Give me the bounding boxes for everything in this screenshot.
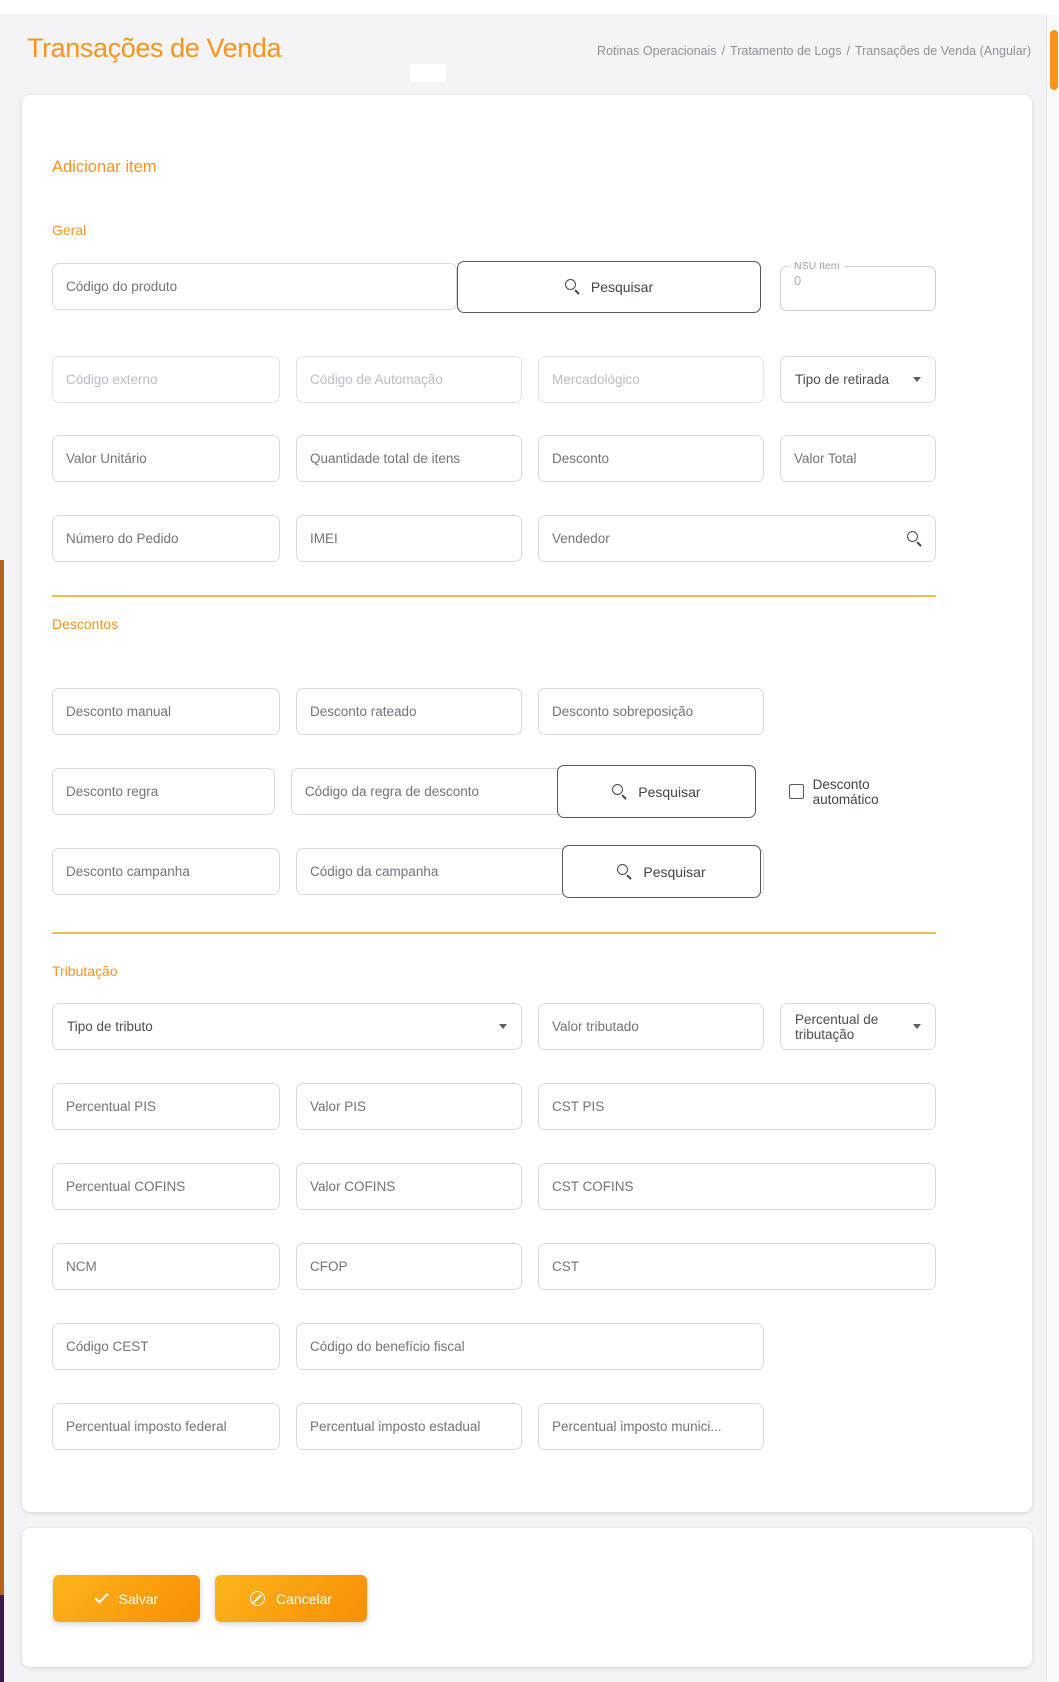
pesquisar-product-button[interactable] (457, 261, 761, 313)
campaign-code-group (296, 848, 764, 895)
cofins-percentage-input[interactable] (52, 1163, 280, 1210)
override-discount-input[interactable] (538, 688, 764, 735)
pis-cst-input[interactable] (538, 1083, 936, 1130)
row-order (52, 515, 936, 562)
cofins-value-input[interactable] (296, 1163, 522, 1210)
pesquisar-campaign-button[interactable] (562, 845, 761, 898)
nsu-item-input (794, 273, 914, 288)
cofins-cst-input[interactable] (538, 1163, 936, 1210)
search-icon (565, 279, 581, 295)
campaign-discount-input[interactable] (52, 848, 280, 895)
row-tax-percentages (52, 1403, 936, 1450)
check-icon (94, 1589, 108, 1603)
tax-percentage-label: Percentual de tributação (795, 1011, 879, 1042)
breadcrumb-item-rotinas[interactable]: Rotinas Operacionais (597, 44, 717, 58)
municipal-tax-percentage-input[interactable] (538, 1403, 764, 1450)
white-chip (410, 64, 446, 82)
vendor-field (538, 515, 936, 562)
tax-percentage-select[interactable] (780, 1003, 936, 1050)
section-divider (52, 595, 936, 597)
main-card (22, 95, 1032, 1512)
pis-value-input[interactable] (296, 1083, 522, 1130)
section-descontos-label: Descontos (52, 616, 119, 632)
fiscal-benefit-code-input[interactable] (296, 1323, 764, 1370)
auto-discount-label: Desconto automático (812, 776, 879, 807)
state-tax-percentage-input[interactable] (296, 1403, 522, 1450)
breadcrumb (597, 44, 1031, 58)
pesquisar-rule-label: Pesquisar (638, 783, 701, 800)
order-number-input[interactable] (52, 515, 280, 562)
cancel-label: Cancelar (275, 1590, 333, 1607)
search-icon (612, 784, 628, 800)
breadcrumb-item-transacoes[interactable]: Transações de Venda (Angular) (854, 44, 1031, 58)
row-cofins (52, 1163, 936, 1210)
chevron-down-icon (499, 1024, 507, 1029)
row-codes (52, 356, 936, 403)
row-pis (52, 1083, 936, 1130)
unit-value-input[interactable] (52, 435, 280, 482)
search-icon (617, 864, 633, 880)
manual-discount-input[interactable] (52, 688, 280, 735)
rule-code-group (291, 768, 747, 815)
taxed-value-input[interactable] (538, 1003, 764, 1050)
cest-code-input[interactable] (52, 1323, 280, 1370)
breadcrumb-separator: / (721, 44, 726, 58)
rule-discount-input[interactable] (52, 768, 275, 815)
cancel-icon (250, 1591, 265, 1606)
sidebar-edge-purple (0, 1595, 4, 1682)
merchandising-input (538, 356, 764, 403)
prorated-discount-input[interactable] (296, 688, 522, 735)
row-values (52, 435, 936, 482)
section-geral-label: Geral (52, 222, 87, 238)
imei-input[interactable] (296, 515, 522, 562)
section-tributacao-label: Tributação (52, 963, 118, 979)
form-title: Adicionar item (52, 158, 157, 176)
topbar (0, 0, 1059, 14)
section-divider (52, 932, 936, 934)
tax-type-select[interactable] (52, 1003, 522, 1050)
nsu-item-label: NSU Item (794, 260, 840, 272)
tax-type-label: Tipo de tributo (67, 1019, 153, 1034)
row-tax-type (52, 1003, 936, 1050)
row-discount-campaign (52, 848, 936, 895)
chevron-down-icon (913, 1024, 921, 1029)
scrollbar-track[interactable] (1046, 14, 1059, 1682)
sidebar-edge-orange (0, 560, 4, 1595)
breadcrumb-separator: / (846, 44, 850, 58)
automation-code-input (296, 356, 522, 403)
withdrawal-type-label: Tipo de retirada (795, 372, 890, 387)
pis-percentage-input[interactable] (52, 1083, 280, 1130)
pesquisar-campaign-label: Pesquisar (643, 863, 706, 880)
total-items-input[interactable] (296, 435, 522, 482)
pesquisar-product-label: Pesquisar (590, 279, 654, 295)
product-code-input[interactable] (52, 263, 457, 310)
save-button[interactable] (53, 1575, 200, 1622)
total-value-input[interactable] (780, 435, 936, 482)
auto-discount-checkbox[interactable] (789, 784, 804, 799)
cfop-input[interactable] (296, 1243, 522, 1290)
breadcrumb-item-logs[interactable]: Tratamento de Logs (730, 44, 842, 58)
chevron-down-icon (913, 377, 921, 382)
auto-discount-field (789, 777, 936, 807)
cst-input[interactable] (538, 1243, 936, 1290)
pesquisar-rule-button[interactable] (557, 765, 756, 818)
row-discounts-1 (52, 688, 936, 735)
scrollbar-thumb[interactable] (1050, 30, 1058, 90)
page-title: Transações de Venda (27, 33, 282, 63)
actions-card (22, 1528, 1032, 1667)
row-discount-rule (52, 768, 936, 815)
federal-tax-percentage-input[interactable] (52, 1403, 280, 1450)
ncm-input[interactable] (52, 1243, 280, 1290)
discount-input[interactable] (538, 435, 764, 482)
save-label: Salvar (118, 1590, 159, 1607)
withdrawal-type-select[interactable] (780, 356, 936, 403)
row-ncm (52, 1243, 936, 1290)
cancel-button[interactable] (215, 1575, 367, 1622)
vendor-search-icon[interactable] (907, 531, 923, 547)
row-product (52, 261, 936, 313)
nsu-item-fieldset (780, 261, 936, 311)
vendor-input[interactable] (538, 515, 936, 562)
external-code-input (52, 356, 280, 403)
row-cest (52, 1323, 936, 1370)
